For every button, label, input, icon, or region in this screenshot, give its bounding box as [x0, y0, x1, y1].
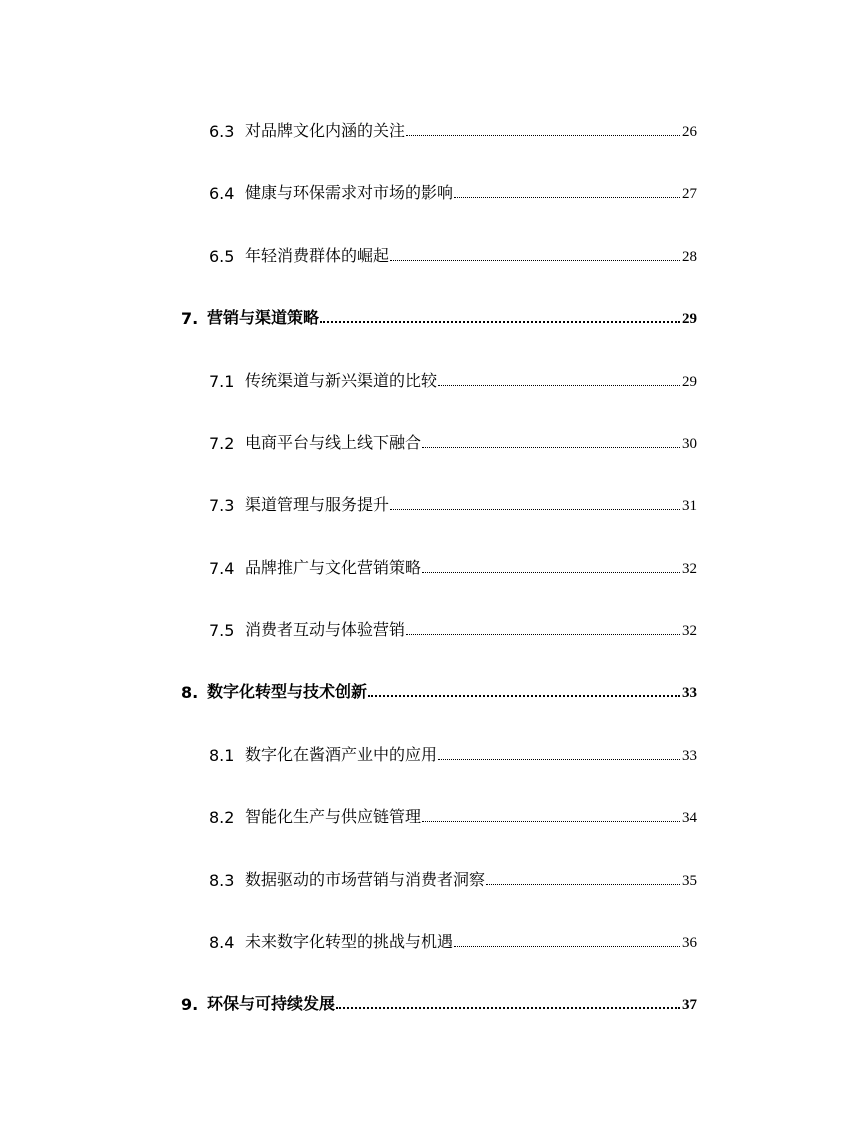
toc-entry-title: 未来数字化转型的挑战与机遇	[245, 932, 454, 951]
dot-leader	[390, 509, 680, 510]
toc-entry-page: 29	[682, 311, 697, 327]
toc-entry-title: 数字化在酱酒产业中的应用	[245, 745, 438, 764]
dot-leader	[406, 135, 680, 136]
toc-entry-number: 6.5	[209, 247, 235, 266]
dot-leader	[422, 447, 680, 448]
toc-entry-number: 7.2	[209, 434, 235, 453]
dot-leader	[438, 385, 680, 386]
toc-entry-number: 9.	[181, 995, 199, 1014]
toc-entry-8-3[interactable]	[209, 866, 697, 890]
dot-leader	[368, 695, 680, 697]
dot-leader	[320, 321, 680, 323]
toc-entry-6-4[interactable]	[209, 179, 697, 203]
dot-leader	[438, 759, 680, 760]
toc-entry-title: 营销与渠道策略	[207, 308, 320, 327]
toc-entry-number: 8.3	[209, 871, 235, 890]
toc-entry-page: 36	[682, 935, 697, 951]
toc-entry-title: 品牌推广与文化营销策略	[245, 558, 422, 577]
toc-entry-page: 28	[682, 249, 697, 265]
toc-entry-7-3[interactable]	[209, 491, 697, 515]
toc-entry-7-4[interactable]	[209, 554, 697, 578]
toc-entry-number: 8.4	[209, 933, 235, 952]
toc-entry-number: 8.	[181, 683, 199, 702]
dot-leader	[390, 260, 680, 261]
toc-entry-page: 32	[682, 561, 697, 577]
toc-entry-number: 6.4	[209, 184, 235, 203]
toc-entry-page: 33	[682, 748, 697, 764]
toc-entry-title: 对品牌文化内涵的关注	[245, 121, 406, 140]
toc-entry-number: 7.3	[209, 496, 235, 515]
toc-entry-page: 27	[682, 186, 697, 202]
toc-entry-number: 7.1	[209, 372, 235, 391]
toc-entry-title: 渠道管理与服务提升	[245, 495, 390, 514]
toc-entry-page: 31	[682, 498, 697, 514]
toc-entry-number: 6.3	[209, 122, 235, 141]
toc-entry-7[interactable]	[181, 304, 697, 328]
toc-entry-7-5[interactable]	[209, 616, 697, 640]
dot-leader	[336, 1007, 680, 1009]
toc-entry-number: 7.4	[209, 559, 235, 578]
toc-entry-title: 环保与可持续发展	[207, 994, 336, 1013]
toc-entry-number: 8.1	[209, 746, 235, 765]
toc-entry-8[interactable]	[181, 678, 697, 702]
toc-entry-page: 26	[682, 124, 697, 140]
toc-entry-8-2[interactable]	[209, 803, 697, 827]
toc-entry-title: 年轻消费群体的崛起	[245, 246, 390, 265]
dot-leader	[422, 821, 680, 822]
toc-entry-8-1[interactable]	[209, 741, 697, 765]
toc-entry-page: 32	[682, 623, 697, 639]
toc-entry-page: 33	[682, 685, 697, 701]
dot-leader	[454, 946, 680, 947]
toc-entry-title: 智能化生产与供应链管理	[245, 807, 422, 826]
toc-entry-title: 数字化转型与技术创新	[207, 682, 368, 701]
toc-entry-title: 传统渠道与新兴渠道的比较	[245, 371, 438, 390]
dot-leader	[454, 197, 680, 198]
toc-entry-number: 7.5	[209, 621, 235, 640]
toc-entry-7-1[interactable]	[209, 367, 697, 391]
toc-entry-title: 电商平台与线上线下融合	[245, 433, 422, 452]
toc-entry-page: 37	[682, 997, 697, 1013]
toc-entry-9[interactable]	[181, 990, 697, 1014]
toc-entry-page: 29	[682, 374, 697, 390]
toc-entry-6-5[interactable]	[209, 242, 697, 266]
toc-entry-title: 健康与环保需求对市场的影响	[245, 183, 454, 202]
dot-leader	[422, 572, 680, 573]
toc-entry-number: 8.2	[209, 808, 235, 827]
toc-entry-page: 35	[682, 873, 697, 889]
toc-entry-title: 数据驱动的市场营销与消费者洞察	[245, 870, 486, 889]
dot-leader	[486, 884, 680, 885]
toc-entry-6-3[interactable]	[209, 117, 697, 141]
toc-entry-page: 30	[682, 436, 697, 452]
toc-entry-page: 34	[682, 810, 697, 826]
toc-entry-number: 7.	[181, 309, 199, 328]
toc-entry-title: 消费者互动与体验营销	[245, 620, 406, 639]
toc-entry-8-4[interactable]	[209, 928, 697, 952]
toc-entry-7-2[interactable]	[209, 429, 697, 453]
dot-leader	[406, 634, 680, 635]
